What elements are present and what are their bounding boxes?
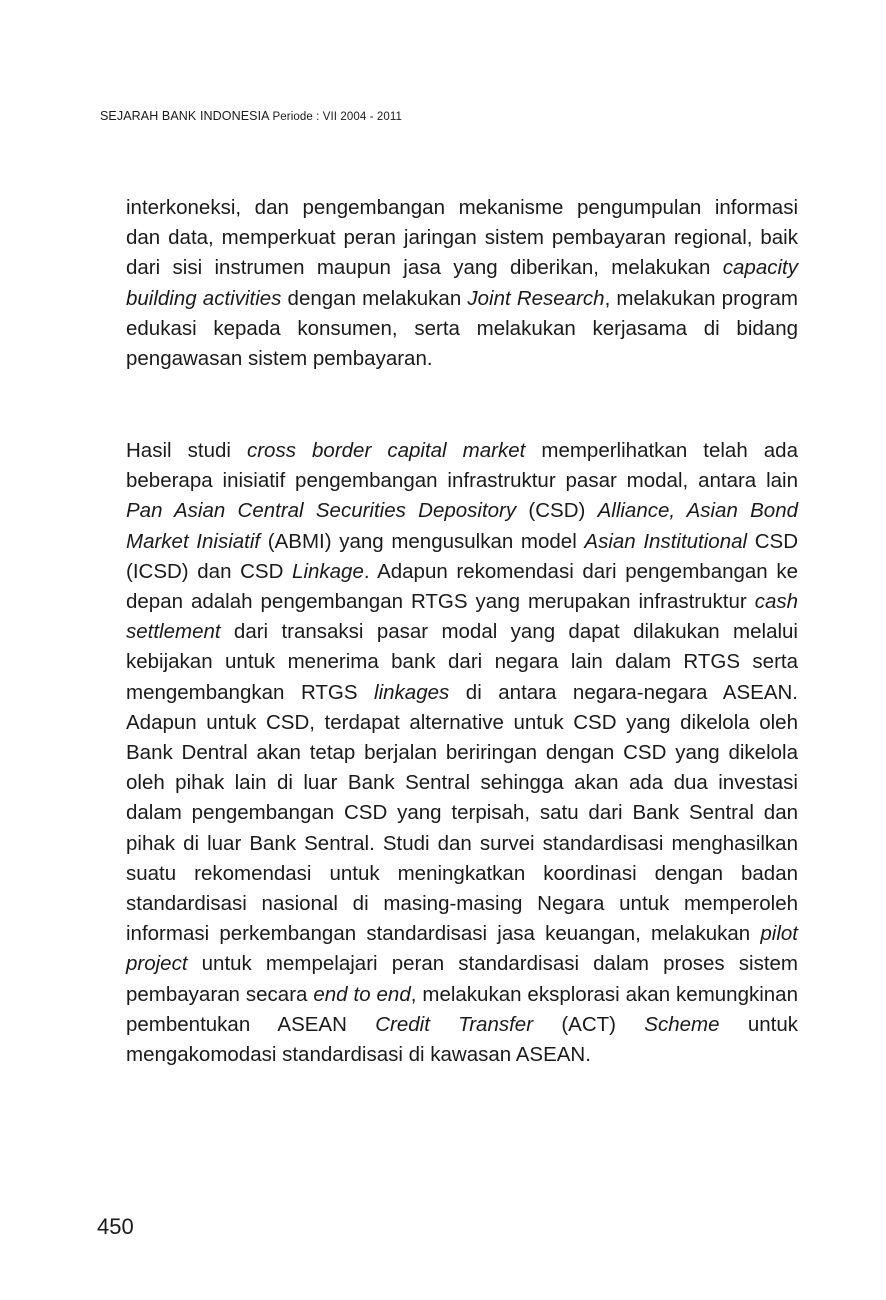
paragraph-2-text: Hasil studi — [126, 439, 247, 462]
paragraph-1-text: interkoneksi, dan pengembangan mekanisme pengumpulan informasi dan data, memperkuat peran jaringan sistem pembayaran regional, baik dari sisi instrumen maupun jasa yang diberikan, melakukan — [126, 196, 798, 280]
page-number: 450 — [97, 1214, 134, 1239]
header-period: Periode : VII 2004 - 2011 — [272, 111, 403, 123]
paragraph-2 — [126, 436, 798, 1070]
paragraph-1-text: dengan melakukan — [281, 286, 468, 310]
paragraph-2-text: . Adapun rekomendasi dari pengembangan ke depan adalah pengembangan RTGS yang merupakan infrastruktur — [126, 559, 798, 614]
paragraph-2-italic-term: pilot project — [126, 922, 798, 976]
paragraph-1-text: , melakukan program edukasi kepada konsumen, serta melakukan kerjasama di bidang pengawasan sistem pembayaran. — [126, 286, 798, 371]
paragraph-2-italic-term: end to end — [313, 982, 411, 1006]
paragraph-2-text: (ACT) — [533, 1012, 645, 1036]
paragraph-2-text: (ABMI) yang mengusulkan model — [260, 529, 585, 553]
paragraph-2-text: memperlihatkan telah ada beberapa inisiatif pengembangan infrastruktur pasar modal, antara lain — [126, 439, 798, 493]
paragraph-2-italic-term: Asian Institutional — [584, 529, 748, 553]
paragraph-1-italic-term: Joint Research — [467, 286, 605, 310]
paragraph-1-italic-term: capacity building activities — [126, 256, 798, 310]
paragraph-2-italic-term: Scheme — [644, 1012, 720, 1036]
paragraph-2-text: , melakukan eksplorasi akan kemungkinan pembentukan ASEAN — [126, 982, 798, 1036]
paragraph-2-italic-term: Alliance, Asian Bond Market Inisiatif — [126, 499, 798, 553]
paragraph-2-italic-term: Credit Transfer — [375, 1012, 534, 1036]
paragraph-2-italic-term: cross border capital market — [246, 439, 526, 462]
paragraph-2-italic-term: Pan Asian Central Securities Depository — [126, 499, 517, 523]
paragraph-2-italic-term: Linkage — [292, 559, 364, 583]
paragraph-2-text: di antara negara-negara ASEAN. Adapun untuk CSD, terdapat alternative untuk CSD yang dikelola oleh Bank Dentral akan tetap berjalan beriringan dengan CSD yang dikelola oleh pihak lain di luar Bank Sentral sehingga akan ada dua investasi dalam pengembangan CSD yang terpisah, satu dari Bank Sentral dan pihak di luar Bank Sentral. Studi dan survei standardisasi menghasilkan suatu rekomendasi untuk meningkatkan koordinasi dengan badan standardisasi nasional di masing-masing Negara untuk memperoleh informasi perkembangan standardisasi jasa keuangan, melakukan — [126, 680, 798, 946]
paragraph-2-text: untuk mengakomodasi standardisasi di kawasan ASEAN. — [126, 1012, 798, 1067]
header-series-title: SEJARAH BANK INDONESIA — [100, 109, 269, 123]
paragraph-2-text: CSD (ICSD) dan CSD — [126, 529, 799, 583]
running-header — [100, 109, 402, 123]
paragraph-2-italic-term: linkages — [374, 680, 450, 704]
paragraph-1 — [126, 193, 798, 374]
paragraph-2-text: dari transaksi pasar modal yang dapat dilakukan melalui kebijakan untuk menerima bank dari negara lain dalam RTGS serta mengembangkan RTGS — [126, 620, 798, 704]
paragraph-2-text: untuk mempelajari peran standardisasi dalam proses sistem pembayaran secara — [126, 952, 798, 1006]
paragraph-2-italic-term: cash settlement — [126, 590, 798, 644]
paragraph-2-text: (CSD) — [516, 499, 598, 523]
